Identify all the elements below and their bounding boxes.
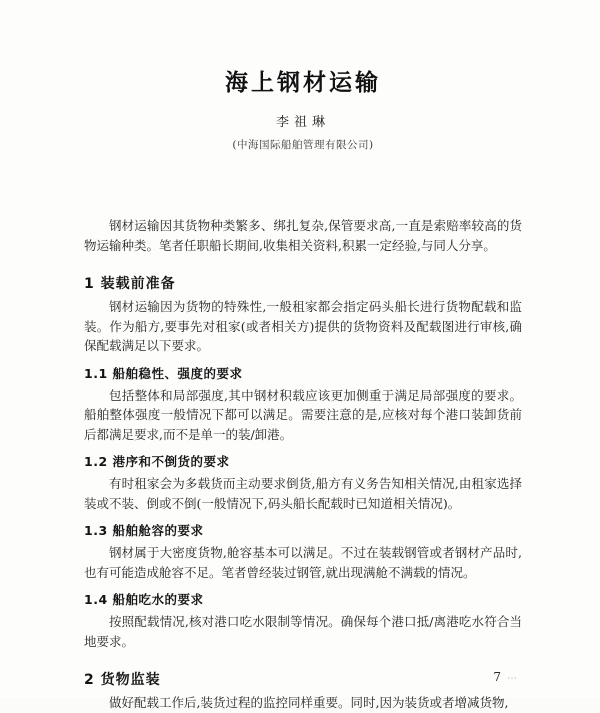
page-number-dashes: ⋯	[507, 673, 518, 684]
author-name: 李祖琳	[275, 115, 330, 130]
intro-paragraph: 钢材运输因其货物种类繁多、绑扎复杂,保管要求高,一直是索赔率较高的货物运输种类。笔者任职船长期间,收集相关资料,积累一定经验,与同人分享。	[84, 218, 522, 253]
section-1-heading: 1 装载前准备	[84, 276, 176, 292]
section-2-paragraph: 做好配载工作后,装货过程的监控同样重要。同时,因为装货或者增减货物,	[109, 695, 509, 710]
subsection-1-4-heading: 1.4 船舶吃水的要求	[84, 592, 204, 607]
page-number	[493, 670, 518, 684]
subsection-1-1-paragraph: 包括整体和局部强度,其中钢材积载应该更加侧重于满足局部强度的要求。船舶整体强度一般情况下都可以满足。需要注意的是,应核对每个港口装卸货前后都满足要求,而不是单一的装/卸港。	[84, 387, 522, 442]
author-affiliation: (中海国际船舶管理有限公司)	[232, 139, 374, 151]
subsection-1-4-paragraph: 按照配载情况,核对港口吃水限制等情况。确保每个港口抵/离港吃水符合当地要求。	[84, 614, 522, 649]
page-number-value: 7	[493, 670, 501, 684]
subsection-1-2-paragraph: 有时租家会为多载货而主动要求倒货,船方有义务告知相关情况,由租家选择装或不装、倒或不倒(一般情况下,码头船长配载时已知道相关情况)。	[84, 476, 522, 511]
section-1-paragraph: 钢材运输因为货物的特殊性,一般租家都会指定码头船长进行货物配载和监装。作为船方,要事先对租家(或者相关方)提供的货物资料及配载图进行审核,确保配载满足以下要求。	[84, 299, 522, 353]
subsection-1-1-heading: 1.1 船舶稳性、强度的要求	[84, 365, 243, 381]
section-2-heading: 2 货物监装	[84, 672, 161, 688]
page-title: 海上钢材运输	[225, 69, 381, 96]
subsection-1-3-paragraph: 钢材属于大密度货物,舱容基本可以满足。不过在装载钢管或者钢材产品时,也有可能造成舱容不足。笔者曾经装过钢管,就出现满舱不满载的情况。	[84, 545, 522, 580]
subsection-1-2-heading: 1.2 港序和不倒货的要求	[84, 454, 230, 469]
subsection-1-3-heading: 1.3 船舶舱容的要求	[84, 523, 204, 538]
